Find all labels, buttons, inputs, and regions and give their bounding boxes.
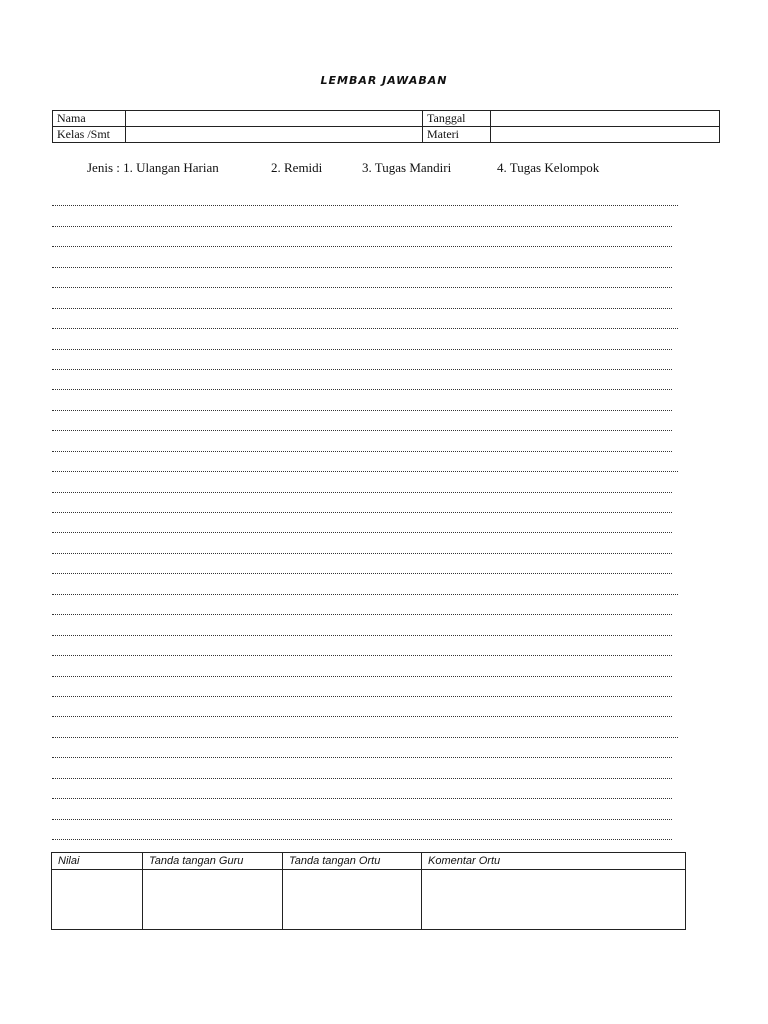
jenis-option-tugas-mandiri[interactable]: 3. Tugas Mandiri — [362, 160, 452, 175]
jenis-option-remidi[interactable]: 2. Remidi — [271, 160, 323, 175]
answer-line[interactable] — [52, 820, 672, 840]
answer-line[interactable] — [52, 574, 678, 594]
page-title: LEMBAR JAWABAN — [320, 74, 448, 87]
answer-line[interactable] — [52, 677, 672, 697]
tanda-tangan-ortu-cell[interactable] — [283, 870, 422, 930]
nama-field[interactable] — [126, 111, 423, 127]
answer-lines[interactable] — [52, 186, 672, 840]
answer-line[interactable] — [52, 554, 672, 574]
answer-line[interactable] — [52, 513, 672, 533]
answer-line[interactable] — [52, 452, 678, 472]
answer-line[interactable] — [52, 186, 678, 206]
answer-line[interactable] — [52, 533, 672, 553]
answer-line[interactable] — [52, 288, 672, 308]
answer-line[interactable] — [52, 390, 672, 410]
table-row — [53, 127, 720, 143]
student-info-table — [52, 110, 720, 143]
nama-label: Nama — [53, 111, 126, 127]
kelas-field[interactable] — [126, 127, 423, 143]
grading-table — [51, 852, 686, 930]
kelas-label: Kelas /Smt — [53, 127, 126, 143]
tanda-tangan-guru-header: Tanda tangan Guru — [143, 853, 283, 870]
tanggal-field[interactable] — [491, 111, 720, 127]
answer-line[interactable] — [52, 636, 672, 656]
answer-line[interactable] — [52, 738, 672, 758]
answer-line[interactable] — [52, 595, 672, 615]
answer-line[interactable] — [52, 472, 672, 492]
answer-line[interactable] — [52, 247, 672, 267]
materi-label: Materi — [423, 127, 491, 143]
table-row — [53, 111, 720, 127]
answer-line[interactable] — [52, 717, 678, 737]
jenis-option-tugas-kelompok[interactable]: 4. Tugas Kelompok — [497, 160, 600, 175]
answer-line[interactable] — [52, 697, 672, 717]
komentar-ortu-cell[interactable] — [422, 870, 686, 930]
answer-line[interactable] — [52, 268, 672, 288]
table-row — [52, 870, 686, 930]
answer-line[interactable] — [52, 431, 672, 451]
answer-line[interactable] — [52, 227, 672, 247]
answer-line[interactable] — [52, 206, 672, 226]
nilai-cell[interactable] — [52, 870, 143, 930]
answer-line[interactable] — [52, 309, 678, 329]
komentar-ortu-header: Komentar Ortu — [422, 853, 686, 870]
answer-line[interactable] — [52, 329, 672, 349]
answer-line[interactable] — [52, 370, 672, 390]
answer-line[interactable] — [52, 799, 672, 819]
answer-line[interactable] — [52, 615, 672, 635]
answer-line[interactable] — [52, 411, 672, 431]
tanggal-label: Tanggal — [423, 111, 491, 127]
answer-line[interactable] — [52, 758, 672, 778]
nilai-header: Nilai — [52, 853, 143, 870]
tanda-tangan-ortu-header: Tanda tangan Ortu — [283, 853, 422, 870]
answer-line[interactable] — [52, 779, 672, 799]
jenis-option-ulangan-harian[interactable]: Jenis : 1. Ulangan Harian — [87, 160, 219, 175]
materi-field[interactable] — [491, 127, 720, 143]
answer-line[interactable] — [52, 350, 672, 370]
answer-line[interactable] — [52, 656, 672, 676]
answer-line[interactable] — [52, 493, 672, 513]
table-header-row — [52, 853, 686, 870]
tanda-tangan-guru-cell[interactable] — [143, 870, 283, 930]
